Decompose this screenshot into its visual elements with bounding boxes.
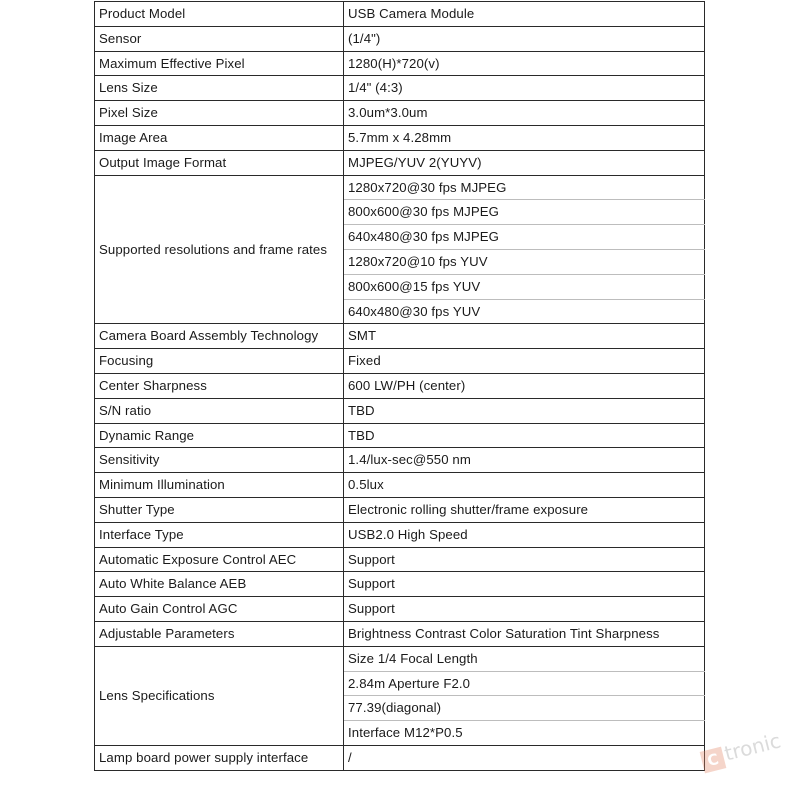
spec-value: 3.0um*3.0um	[344, 101, 705, 126]
spec-value: 1280x720@10 fps YUV	[344, 249, 705, 274]
spec-value: TBD	[344, 423, 705, 448]
spec-value: Support	[344, 547, 705, 572]
table-row	[95, 373, 705, 398]
spec-value: Interface M12*P0.5	[344, 721, 705, 746]
table-row	[95, 448, 705, 473]
table-row	[95, 423, 705, 448]
spec-label: Sensor	[95, 26, 344, 51]
spec-label: Output Image Format	[95, 150, 344, 175]
spec-value: 1280(H)*720(v)	[344, 51, 705, 76]
watermark-logo-mark: C	[700, 747, 727, 774]
table-row	[95, 51, 705, 76]
table-row	[95, 745, 705, 770]
spec-table-body	[95, 2, 705, 771]
watermark-logo-text: tronic	[721, 728, 784, 766]
spec-label: Camera Board Assembly Technology	[95, 324, 344, 349]
spec-value: MJPEG/YUV 2(YUYV)	[344, 150, 705, 175]
table-row	[95, 2, 705, 27]
spec-value: 1.4/lux-sec@550 nm	[344, 448, 705, 473]
spec-value: 2.84m Aperture F2.0	[344, 671, 705, 696]
spec-value: Size 1/4 Focal Length	[344, 646, 705, 671]
spec-value: 1/4" (4:3)	[344, 76, 705, 101]
table-row	[95, 572, 705, 597]
table-row	[95, 398, 705, 423]
spec-value: 800x600@15 fps YUV	[344, 274, 705, 299]
spec-label: Shutter Type	[95, 497, 344, 522]
spec-label: Automatic Exposure Control AEC	[95, 547, 344, 572]
spec-value: 640x480@30 fps YUV	[344, 299, 705, 324]
spec-value: 800x600@30 fps MJPEG	[344, 200, 705, 225]
table-row	[95, 522, 705, 547]
table-row	[95, 26, 705, 51]
table-row	[95, 497, 705, 522]
spec-label: Auto Gain Control AGC	[95, 597, 344, 622]
spec-label: Lamp board power supply interface	[95, 745, 344, 770]
spec-value: 77.39(diagonal)	[344, 696, 705, 721]
spec-value: /	[344, 745, 705, 770]
spec-value: USB Camera Module	[344, 2, 705, 27]
spec-value: USB2.0 High Speed	[344, 522, 705, 547]
table-row	[95, 175, 705, 200]
spec-label: Dynamic Range	[95, 423, 344, 448]
spec-value: Support	[344, 597, 705, 622]
spec-label: Minimum Illumination	[95, 473, 344, 498]
spec-label: Sensitivity	[95, 448, 344, 473]
spec-value: 1280x720@30 fps MJPEG	[344, 175, 705, 200]
spec-label: Product Model	[95, 2, 344, 27]
spec-label: Focusing	[95, 349, 344, 374]
spec-label: Auto White Balance AEB	[95, 572, 344, 597]
spec-label: Interface Type	[95, 522, 344, 547]
table-row	[95, 621, 705, 646]
table-row	[95, 150, 705, 175]
table-row	[95, 125, 705, 150]
table-row	[95, 349, 705, 374]
spec-label: Image Area	[95, 125, 344, 150]
table-row	[95, 597, 705, 622]
spec-value: 640x480@30 fps MJPEG	[344, 225, 705, 250]
table-row	[95, 547, 705, 572]
spec-value: 0.5lux	[344, 473, 705, 498]
table-row	[95, 646, 705, 671]
spec-value: Brightness Contrast Color Saturation Tint Sharpness	[344, 621, 705, 646]
spec-label: Lens Size	[95, 76, 344, 101]
spec-label: Maximum Effective Pixel	[95, 51, 344, 76]
spec-value: (1/4")	[344, 26, 705, 51]
spec-label: Pixel Size	[95, 101, 344, 126]
table-row	[95, 76, 705, 101]
spec-label: Adjustable Parameters	[95, 621, 344, 646]
spec-label: Supported resolutions and frame rates	[95, 175, 344, 324]
spec-value: TBD	[344, 398, 705, 423]
spec-value: Electronic rolling shutter/frame exposure	[344, 497, 705, 522]
spec-value: SMT	[344, 324, 705, 349]
spec-label: S/N ratio	[95, 398, 344, 423]
spec-label: Center Sharpness	[95, 373, 344, 398]
spec-value: 600 LW/PH (center)	[344, 373, 705, 398]
spec-value: Support	[344, 572, 705, 597]
table-row	[95, 101, 705, 126]
watermark-logo	[702, 728, 792, 777]
spec-value: Fixed	[344, 349, 705, 374]
spec-value: 5.7mm x 4.28mm	[344, 125, 705, 150]
spec-label: Lens Specifications	[95, 646, 344, 745]
spec-table	[94, 1, 705, 771]
table-row	[95, 473, 705, 498]
table-row	[95, 324, 705, 349]
